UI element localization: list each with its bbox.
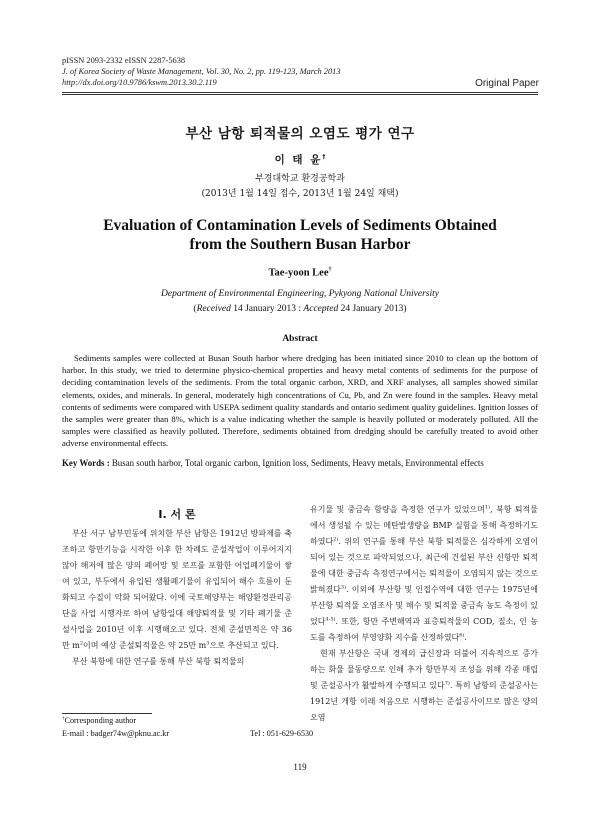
body-text: . 위의 연구를 통해 부산 북항 퇴적물은 심각하게 오염이 되어 있는 것으로 파악되었으나, 최근에 건설된 부산 신항만 퇴적물에 대한 중금속 측정연구에서는 퇴적물이 오염되지 않는 것으로 밝혀졌다: [310, 537, 538, 594]
english-author-name: Tae-yoon Lee: [268, 267, 329, 279]
doi-link[interactable]: http://dx.doi.org/10.9786/kswm.2013.30.2.119: [62, 78, 217, 87]
body-paragraph: [310, 646, 538, 726]
english-title: [0, 216, 600, 254]
footnote-email: E-mail : badger74w@pknu.ac.kr: [62, 729, 170, 738]
paper-type-label: Original Paper: [475, 78, 539, 89]
page-number: 119: [293, 762, 307, 772]
citation-ref: 7): [444, 680, 450, 687]
body-text: . 이외에 부산항 및 인접수역에 대한 연구는 1975년에 부산항 퇴적물 오염조사 및 해수 및 퇴적물 중금속 농도 측정이 있었다: [310, 585, 538, 626]
section-heading-introduction: I. 서 론: [158, 508, 196, 521]
received-label: Received: [196, 304, 231, 314]
korean-affiliation: 부경대학교 환경공학과: [255, 174, 345, 184]
body-text: 부산 서구 남부민동에 위치한 부산 남항은 1912년 방파제를 축조하고 항만기능을 시작한 이후 한 차례도 준설작업이 이루어지지 않아 해저에 많은 양의 폐어망 및 로프를 포함한 어업폐기물이 쌓여 있고, 부두에서 유입된 생활폐기물이 유입되어 해수 흐름이 둔화되고 수질이 악화 되어왔다. 이에 국토해양부는 해양환경관리공단을 사업 시행자로 하여 남항일대 해양퇴적물 및 기타 폐기물 준설사업을 2010년 이후 시행해오고 있다. 전체 준설면적은 약 36만 m: [62, 529, 292, 650]
body-text: 이며 예상 준설퇴적물은 약 25만 m: [83, 641, 207, 650]
footnote-label: Corresponding author: [64, 716, 137, 725]
body-text: . 또한, 항만 주변해역과 표층퇴적물의 COD, 질소, 인 농도를 측정하여 부영양화 지수를 산정하였다: [310, 617, 538, 642]
footnote-tel: Tel : 051-629-6530: [250, 729, 314, 738]
body-text: 으로 추산되고 있다.: [209, 641, 279, 650]
journal-header: [62, 55, 542, 88]
footnote-mark: †: [62, 716, 65, 722]
citation-ref: 4-5): [325, 616, 336, 623]
korean-author: [0, 152, 600, 167]
superscript: 3: [206, 640, 210, 647]
citation-ref: 3): [340, 584, 347, 591]
citation-ref: 6): [459, 632, 465, 639]
korean-author-name: 이 태 윤: [274, 154, 323, 166]
korean-author-mark: †: [322, 153, 326, 161]
body-text: . 특히 남항의 준설공사는 1912년 개항 이래 처음으로 시행하는 준설공사이므로 많은 양의 오염: [310, 681, 539, 722]
journal-citation: J. of Korea Society of Waste Management, Vol. 30, No. 2, pp. 119-123, March 2013: [62, 67, 341, 76]
header-rule-top: [62, 92, 538, 93]
body-paragraph: 부산 북항에 대한 연구를 통해 부산 북항 퇴적물의: [72, 657, 245, 666]
citation-ref: 1): [484, 504, 491, 511]
english-author: [0, 267, 600, 279]
header-rule-bottom: [62, 94, 538, 95]
issn-line: pISSN 2093-2332 eISSN 2287-5638: [62, 56, 186, 65]
body-column-right: [310, 502, 538, 726]
body-text: .: [464, 633, 467, 642]
english-title-line2: from the Southern Busan Harbor: [189, 236, 411, 253]
accepted-date: 24 January 2013: [338, 304, 404, 314]
footnote-rule: [62, 713, 152, 714]
abstract-heading: Abstract: [282, 334, 318, 344]
abstract-text: Sediments samples were collected at Busan South harbor where dredging has been initiated since 2010 to clean up the bottom of harbor. In this study, we tried to determine physico-chemical properties and heavy metal contents of sediments for the purpose of deciding contamination levels of the sediments. From the total organic carbon, XRD, and XRF analyses, all samples showed similar elements, oxides, and minerals. In general, moderately high concentrations of Cu, Pb, and Zn were found in the samples. Heavy metal contents of sediments were compared with USEPA sediment quality standards and ontario sediment quality guidelines. Ignition losses of the samples were greater than 8%, which is a value indicating whether the sample is heavily polluted or moderately polluted. All the samples were classified as heavily polluted. Therefore, sediments obtained from dredging should be carefully treated to avoid other adverse environmental effects.: [62, 353, 538, 449]
accepted-label: Accepted: [303, 304, 339, 314]
body-text: 유기물 및 중금속 함량을 측정한 연구가 있었으며: [310, 505, 485, 514]
body-paragraph: [62, 526, 292, 654]
body-text: , 북항 퇴적물에서 생성될 수 있는 메탄발생량을 BMP 실험을 통해 측정하기도 하였다: [310, 505, 538, 546]
superscript: 2: [79, 640, 84, 647]
keywords-text: Busan south harbor, Total organic carbon, Ignition loss, Sediments, Heavy metals, Environmental effects: [111, 458, 484, 468]
body-text: 현재 부산항은 국내 경제의 급신장과 더불어 지속적으로 증가하는 화물 물동량으로 인해 추가 항만부지 조성을 위해 각종 매립 및 준설공사가 활발하게 수행되고 있다: [310, 649, 538, 690]
english-author-mark: †: [328, 267, 332, 273]
english-dates: (Received 14 January 2013 : Accepted 24 January 2013): [193, 304, 407, 314]
received-date: 14 January 2013 :: [230, 304, 304, 314]
keywords: [62, 458, 538, 468]
korean-dates: (2013년 1월 14일 접수, 2013년 1월 24일 채택): [201, 189, 399, 199]
english-title-line1: Evaluation of Contamination Levels of Sediments Obtained: [103, 217, 497, 234]
body-column-left: [62, 526, 292, 670]
footnote-corresponding: [62, 716, 136, 725]
citation-ref: 2): [333, 536, 339, 543]
body-paragraph: [310, 502, 538, 646]
keywords-label: Key Words :: [62, 458, 112, 468]
english-affiliation: Department of Environmental Engineering, Pykyong National University: [161, 289, 439, 299]
korean-title: 부산 남항 퇴적물의 오염도 평가 연구: [185, 126, 415, 142]
